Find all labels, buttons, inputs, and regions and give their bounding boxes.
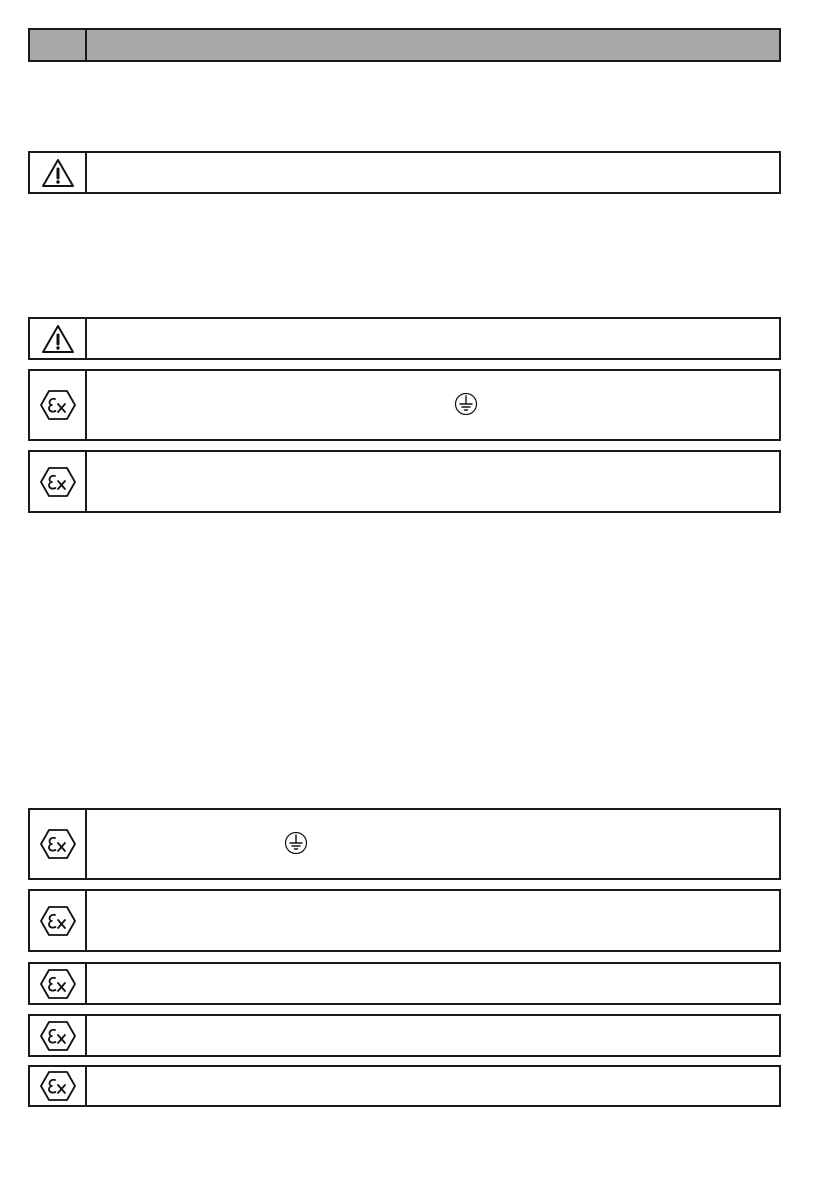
earth-ground-icon bbox=[454, 392, 478, 416]
ex-icon bbox=[40, 828, 76, 860]
ex-text bbox=[87, 1067, 779, 1105]
ex-box bbox=[28, 889, 781, 952]
ex-icon bbox=[40, 389, 76, 421]
ex-icon bbox=[40, 466, 76, 498]
ex-box bbox=[28, 962, 781, 1005]
warning-text bbox=[87, 153, 779, 192]
ex-icon-cell bbox=[30, 452, 87, 511]
ex-icon bbox=[40, 1020, 76, 1052]
ex-icon-cell bbox=[30, 891, 87, 950]
ex-icon bbox=[40, 968, 76, 1000]
ex-box bbox=[28, 1014, 781, 1057]
section-title bbox=[87, 30, 779, 60]
ex-text bbox=[87, 810, 779, 878]
ex-box bbox=[28, 1065, 781, 1107]
ex-box bbox=[28, 369, 781, 441]
warning-icon-cell bbox=[30, 153, 87, 192]
ex-box bbox=[28, 450, 781, 513]
ex-icon-cell bbox=[30, 1067, 87, 1105]
earth-ground-icon bbox=[284, 831, 308, 855]
ex-box bbox=[28, 808, 781, 880]
ex-text bbox=[87, 964, 779, 1003]
warning-box bbox=[28, 317, 781, 360]
warning-text bbox=[87, 319, 779, 358]
warning-icon bbox=[40, 157, 76, 189]
ex-text bbox=[87, 371, 779, 439]
ex-text bbox=[87, 452, 779, 511]
section-header-bar bbox=[28, 28, 781, 62]
warning-icon-cell bbox=[30, 319, 87, 358]
warning-box bbox=[28, 151, 781, 194]
ex-text bbox=[87, 1016, 779, 1055]
ex-icon-cell bbox=[30, 810, 87, 878]
ex-text bbox=[87, 891, 779, 950]
ex-icon-cell bbox=[30, 964, 87, 1003]
ex-icon-cell bbox=[30, 371, 87, 439]
warning-icon bbox=[40, 323, 76, 355]
section-number-cell bbox=[30, 30, 87, 60]
ex-icon bbox=[40, 1070, 76, 1102]
ex-icon-cell bbox=[30, 1016, 87, 1055]
ex-icon bbox=[40, 905, 76, 937]
